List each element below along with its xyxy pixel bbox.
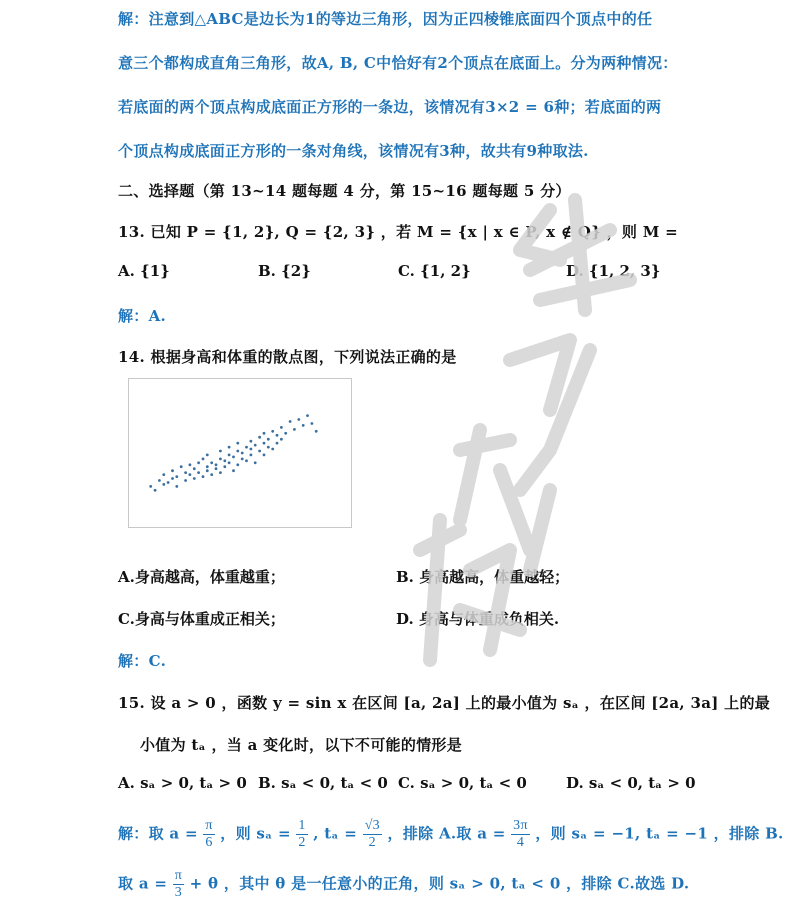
q14-stem: 14. 根据身高和体重的散点图，下列说法正确的是 <box>118 348 457 366</box>
q13-stem: 13. 已知 P = {1, 2}, Q = {2, 3} ，若 M = {x | x ∈ P, x ∉ Q} ，则 M = <box>118 223 679 241</box>
q15-sol1-frac-3 <box>363 818 382 851</box>
q12-solution-line-2: 意三个都构成直角三角形，故A, B, C中恰好有2个顶点在底面上。分为两种情况： <box>118 54 678 72</box>
scatter-point <box>223 459 226 462</box>
q14-answer: 解：C. <box>118 652 167 670</box>
scatter-point <box>306 414 309 417</box>
scatter-point <box>210 461 213 464</box>
q15-option-d: D. sₐ < 0, tₐ > 0 <box>566 774 696 792</box>
q15-option-c: C. sₐ > 0, tₐ < 0 <box>398 774 527 792</box>
q15-sol2-part-a: 取 a = <box>118 874 168 893</box>
scatter-point <box>184 471 187 474</box>
frac-denominator: 2 <box>298 835 306 850</box>
scatter-point <box>267 438 270 441</box>
q15-sol1-frac-1 <box>203 818 214 851</box>
scatter-point <box>276 442 279 445</box>
scatter-point <box>232 469 235 472</box>
scatter-point <box>245 446 248 449</box>
q15-sol1-part-c: , tₐ = <box>313 824 358 843</box>
q15-sol1-part-a: 解：取 a = <box>118 824 198 843</box>
scatter-point <box>228 446 231 449</box>
scatter-point <box>280 438 283 441</box>
scatter-point <box>280 426 283 429</box>
scatter-point <box>189 463 192 466</box>
scatter-point <box>245 459 248 462</box>
q14-option-d: D. 身高与体重成负相关. <box>396 610 560 628</box>
scatter-point <box>228 461 231 464</box>
frac-denominator: 6 <box>205 835 213 850</box>
q14-option-a: A.身高越高，体重越重； <box>118 568 285 586</box>
scatter-point <box>219 458 222 461</box>
scatter-point <box>315 430 318 433</box>
scatter-point <box>263 454 266 457</box>
scatter-point <box>171 469 174 472</box>
scatter-point <box>193 467 196 470</box>
scatter-point <box>162 483 165 486</box>
section-heading: 二、选择题（第 13~14 题每题 4 分，第 15~16 题每题 5 分） <box>118 182 571 200</box>
scatter-point <box>197 471 200 474</box>
q15-sol2-frac-1 <box>173 868 184 901</box>
scatter-point <box>289 420 292 423</box>
scatter-point <box>271 448 274 451</box>
scatter-point <box>254 461 257 464</box>
scatter-point <box>215 467 218 470</box>
scatter-point <box>267 446 270 449</box>
frac-numerator: π <box>174 868 183 883</box>
scatter-point <box>206 454 209 457</box>
frac-numerator: 3π <box>513 818 528 833</box>
q15-sol1-part-d: ，排除 A.取 a = <box>387 824 506 843</box>
scatter-point <box>206 465 209 468</box>
scatter-point <box>293 428 296 431</box>
q15-sol1-part-e: ，则 sₐ = −1, tₐ = −1 ，排除 B. <box>535 824 784 843</box>
q14-option-c: C.身高与体重成正相关； <box>118 610 285 628</box>
scatter-point <box>263 432 266 435</box>
q15-sol1-part-b: ，则 sₐ = <box>220 824 291 843</box>
scatter-point <box>297 418 300 421</box>
scatter-point <box>202 458 205 461</box>
q15-sol1-frac-4 <box>511 818 530 851</box>
q15-stem-line-1: 15. 设 a > 0 ，函数 y = sin x 在区间 [a, 2a] 上的最小值为 sₐ ，在区间 [2a, 3a] 上的最 <box>118 694 771 712</box>
q15-sol2-part-b: + θ ，其中 θ 是一任意小的正角，则 sₐ > 0, tₐ < 0 ，排除 C.故选 D. <box>189 874 690 893</box>
watermark-stroke-1 <box>520 200 630 310</box>
q13-option-c: C. {1, 2} <box>398 262 471 280</box>
scatter-point <box>215 463 218 466</box>
watermark-stroke-2 <box>510 340 590 490</box>
scatter-point <box>276 434 279 437</box>
q15-option-a: A. sₐ > 0, tₐ > 0 <box>118 774 247 792</box>
scatter-point <box>250 448 253 451</box>
scatter-plot <box>128 378 352 528</box>
q13-answer: 解：A. <box>118 307 167 325</box>
scatter-point <box>258 436 261 439</box>
scatter-point <box>263 442 266 445</box>
frac-denominator: 3 <box>174 885 183 900</box>
scatter-point <box>236 442 239 445</box>
scatter-point <box>210 473 213 476</box>
scatter-point <box>232 456 235 459</box>
plot-frame <box>129 379 352 528</box>
q15-option-b: B. sₐ < 0, tₐ < 0 <box>258 774 388 792</box>
scatter-point <box>149 485 152 488</box>
scatter-point <box>236 450 239 453</box>
frac-numerator: π <box>205 818 213 833</box>
scatter-point <box>206 469 209 472</box>
scatter-point <box>302 424 305 427</box>
q15-stem-line-2: 小值为 tₐ ，当 a 变化时，以下不可能的情形是 <box>140 736 463 754</box>
scatter-point <box>184 479 187 482</box>
frac-denominator: 4 <box>516 835 525 850</box>
frac-numerator: 1 <box>298 818 306 833</box>
scatter-point <box>202 475 205 478</box>
frac-numerator: √3 <box>364 818 380 833</box>
frac-denominator: 2 <box>368 835 376 850</box>
scatter-point <box>311 422 314 425</box>
scatter-point <box>219 471 222 474</box>
scatter-point <box>241 452 244 455</box>
scatter-point <box>241 458 244 461</box>
scatter-point <box>189 473 192 476</box>
scatter-point <box>271 430 274 433</box>
q14-option-b: B. 身高越高，体重越轻； <box>396 568 570 586</box>
scatter-point <box>180 465 183 468</box>
scatter-point <box>284 432 287 435</box>
scatter-svg <box>128 378 352 528</box>
scatter-point <box>250 440 253 443</box>
scatter-point <box>162 473 165 476</box>
scatter-point <box>175 485 178 488</box>
q13-option-a: A. {1} <box>118 262 170 280</box>
scatter-point <box>197 461 200 464</box>
scatter-point <box>219 450 222 453</box>
scatter-point <box>250 454 253 457</box>
q12-solution-line-1: 解：注意到△ABC是边长为1的等边三角形，因为正四棱锥底面四个顶点中的任 <box>118 10 653 28</box>
watermark-stroke-4 <box>420 520 520 660</box>
q13-option-d: D. {1, 2, 3} <box>566 262 661 280</box>
q13-option-b: B. {2} <box>258 262 311 280</box>
scatter-point <box>228 454 231 457</box>
scatter-point <box>223 465 226 468</box>
watermark-stroke-3 <box>460 430 550 570</box>
scatter-point <box>193 477 196 480</box>
scatter-point <box>254 444 257 447</box>
scatter-point <box>171 477 174 480</box>
scatter-point <box>167 481 170 484</box>
scatter-point <box>258 450 261 453</box>
q15-sol1-frac-2 <box>296 818 307 851</box>
q15-solution-line-2 <box>118 868 689 901</box>
q12-solution-line-4: 个顶点构成底面正方形的一条对角线，该情况有3种，故共有9种取法. <box>118 142 589 160</box>
q12-solution-line-3: 若底面的两个顶点构成底面正方形的一条边，该情况有3×2 = 6种；若底面的两 <box>118 98 662 116</box>
scatter-point <box>175 475 178 478</box>
scatter-point <box>236 463 239 466</box>
scatter-point <box>154 489 157 492</box>
scatter-point <box>158 479 161 482</box>
q15-solution-line-1 <box>118 818 784 851</box>
